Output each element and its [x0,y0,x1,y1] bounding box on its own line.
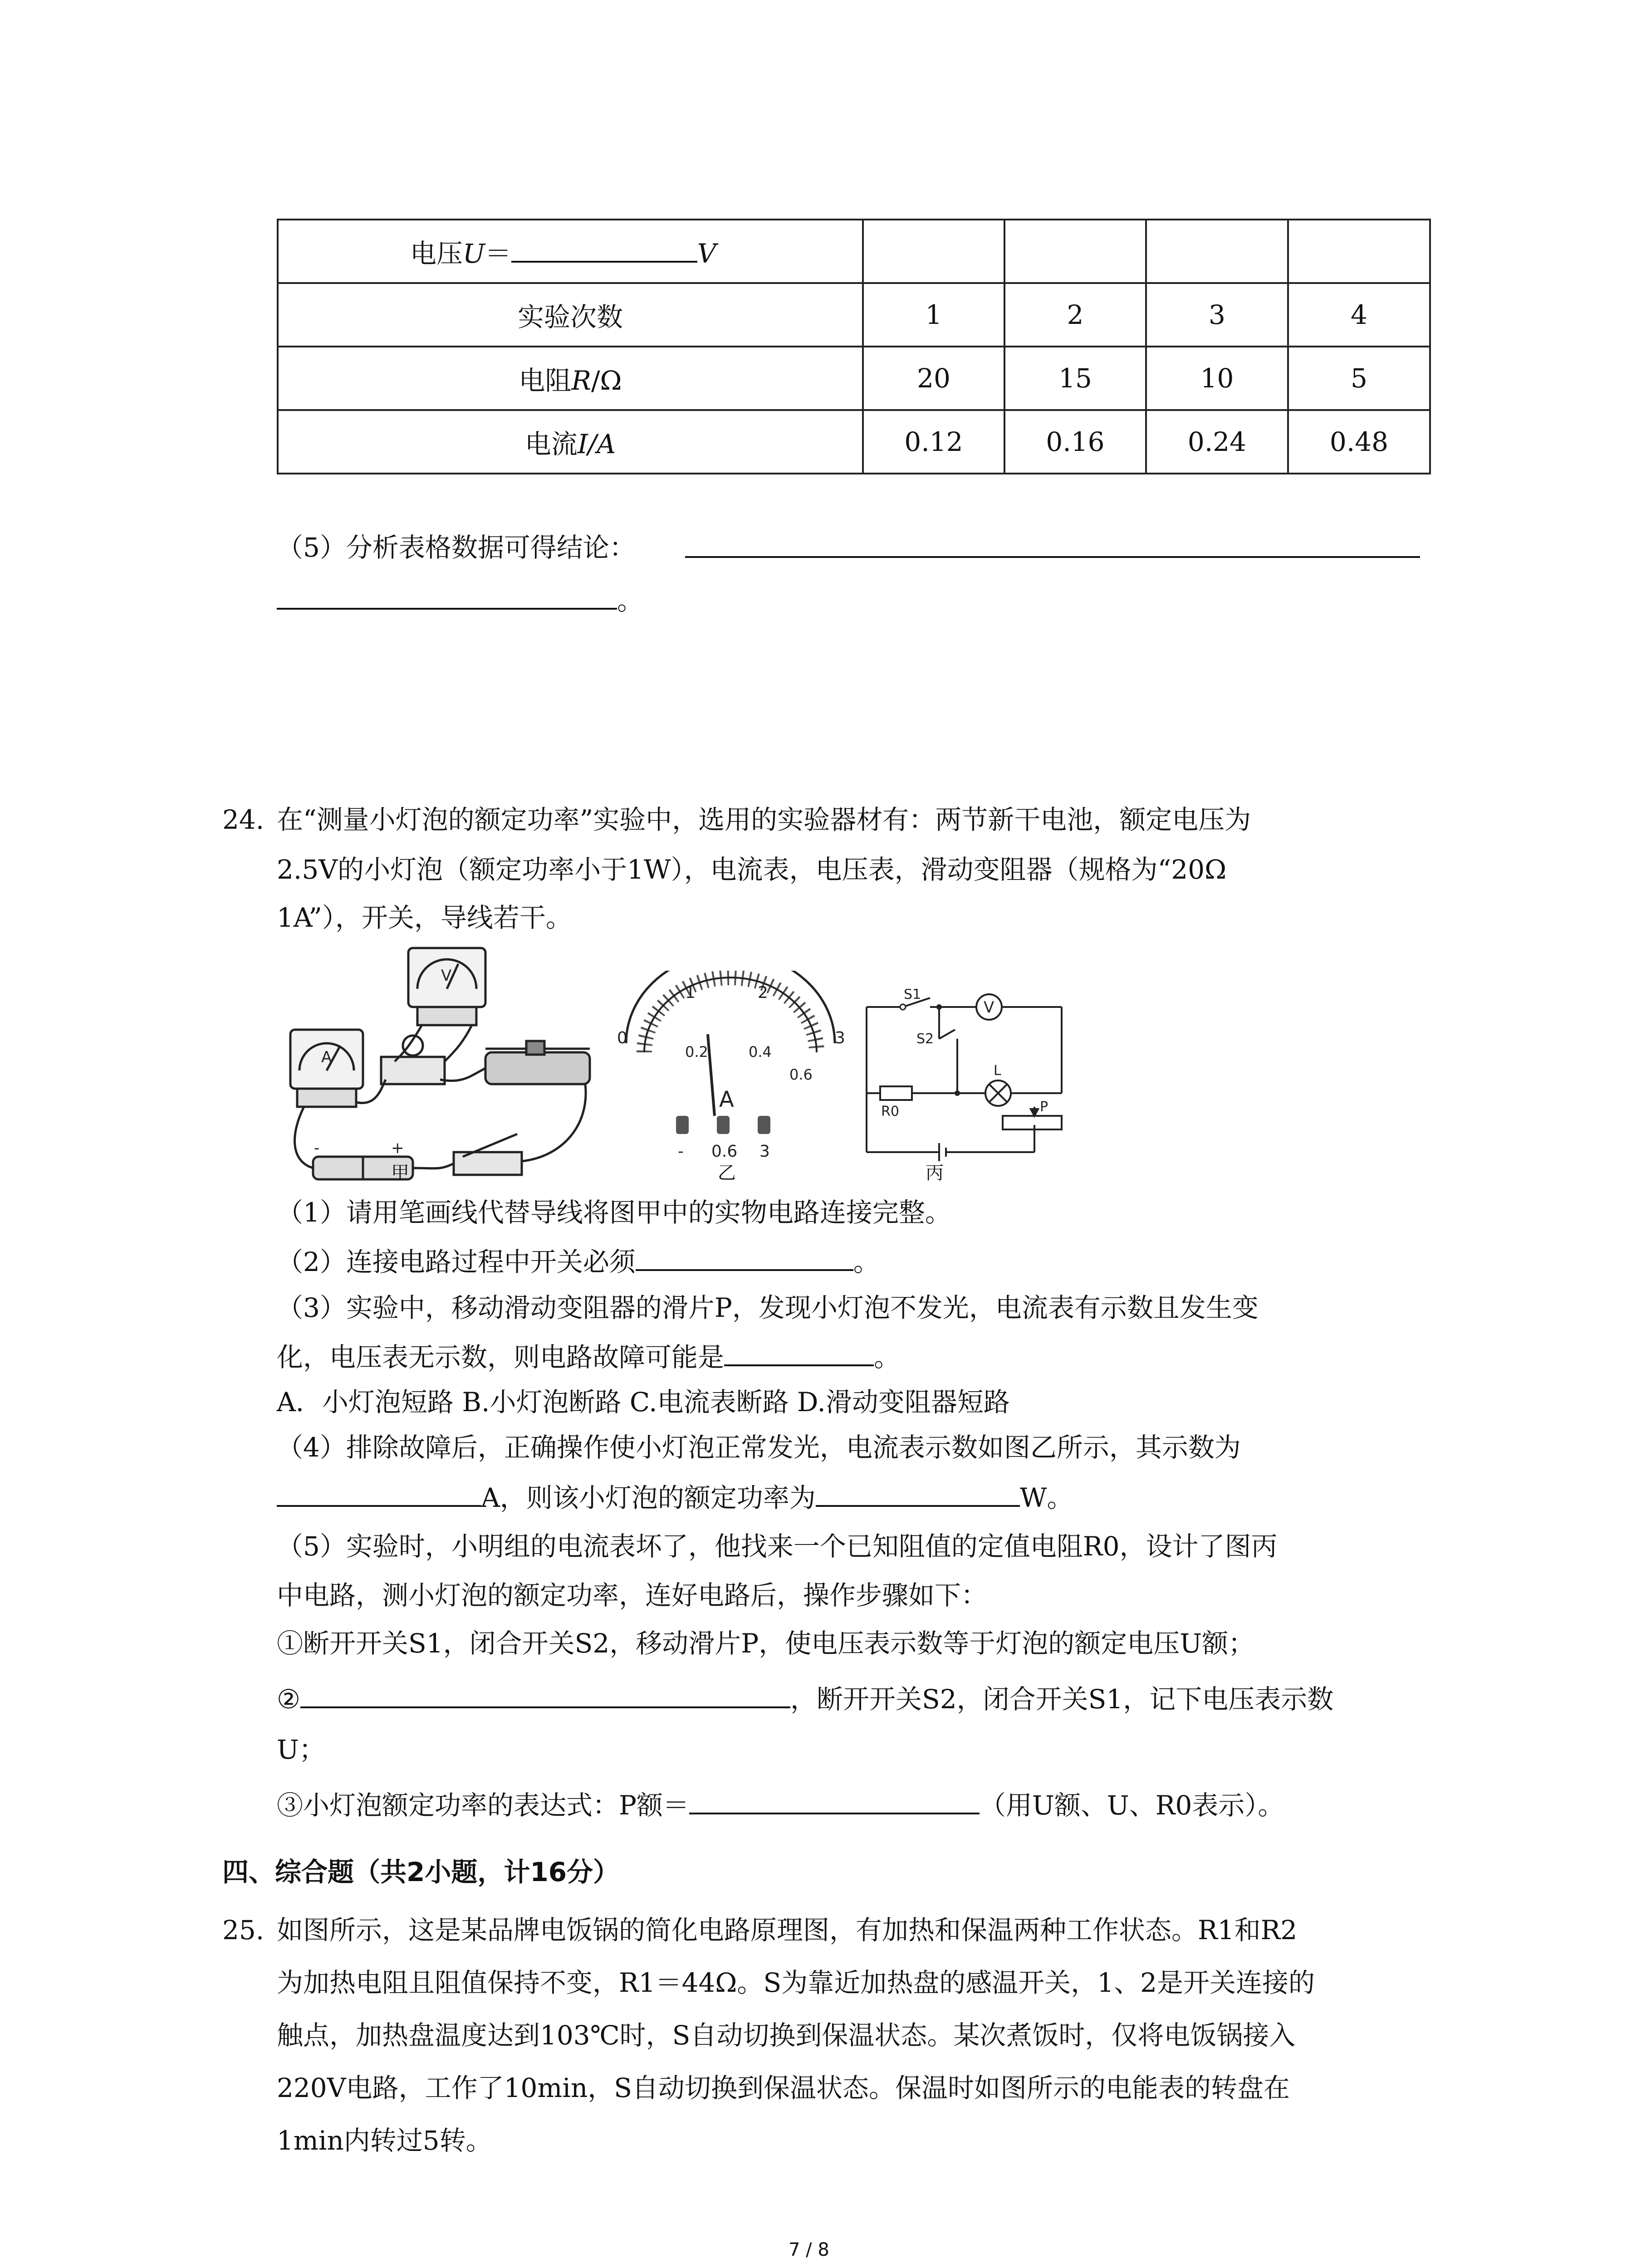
data-table [277,219,1431,474]
svg-text:1: 1 [685,983,696,1002]
svg-text:3: 3 [835,1029,845,1047]
q25-line4: 220V电路，工作了10min，S自动切换到保温状态。保温时如图所示的电能表的转盘在 [277,2072,1290,2103]
q24-step3: ③小灯泡额定功率的表达式：P额＝ （用U额、U、R0表示）。 [277,1790,1284,1821]
rheostat-device [485,1041,590,1084]
q24-sub3-line1: （3）实验中，移动滑动变阻器的滑片P，发现小灯泡不发光，电流表有示数且发生变 [277,1292,1259,1323]
svg-text:S2: S2 [916,1031,934,1047]
page-number: 7 / 8 [789,2239,829,2260]
q25-line1: 如图所示，这是某品牌电饭锅的简化电路原理图，有加热和保温两种工作状态。R1和R2 [277,1915,1298,1945]
q24-sub2: （2）连接电路过程中开关必须 。 [277,1246,880,1277]
table-row: 电阻R/Ω 20 15 10 5 [278,347,1430,410]
voltmeter-device [408,948,485,1025]
q24-stem-line3: 1A”），开关，导线若干。 [277,902,572,933]
table-row: 电流I/A 0.12 0.16 0.24 0.48 [278,410,1430,474]
voltage-blank[interactable] [511,240,697,263]
q25-line3: 触点，加热盘温度达到103℃时，S自动切换到保温状态。某次煮饭时，仅将电饭锅接入 [277,2020,1296,2051]
ammeter-device [290,1030,363,1107]
table-row [278,220,1430,283]
q23-conclusion-line: （5）分析表格数据可得结论： [277,532,636,563]
q24-number: 24. [222,804,265,835]
switch-device [454,1134,522,1175]
q24-sub4-blank-current[interactable] [277,1484,481,1507]
q24-sub5-line1: （5）实验时，小明组的电流表坏了，他找来一个已知阻值的定值电阻R0，设计了图丙 [277,1531,1278,1562]
figure-yi-label: 乙 [718,1163,736,1183]
q23-conclusion-blank-2[interactable] [277,587,617,610]
svg-text:P: P [1040,1099,1048,1115]
voltage-cell: 电压U＝ V [278,220,863,283]
bulb-device [381,1036,445,1084]
q24-sub3-blank[interactable] [724,1344,874,1366]
svg-text:-: - [678,1142,684,1161]
svg-text:S1: S1 [904,989,921,1002]
q24-step1: ①断开开关S1，闭合开关S2，移动滑片P，使电压表示数等于灯泡的额定电压U额； [277,1628,1255,1659]
q24-stem-line2: 2.5V的小灯泡（额定功率小于1W），电流表，电压表，滑动变阻器（规格为“20Ω [277,854,1227,885]
q25-line5: 1min内转过5转。 [277,2125,492,2156]
svg-text:0.2: 0.2 [685,1043,708,1061]
svg-text:0.4: 0.4 [749,1043,772,1061]
svg-text:0: 0 [617,1029,627,1047]
q24-stem-line1: 在“测量小灯泡的额定功率”实验中，选用的实验器材有：两节新干电池，额定电压为 [277,804,1251,835]
q24-sub2-blank[interactable] [636,1248,853,1271]
table-row: 实验次数 1 2 3 4 [278,283,1430,347]
trials-label: 实验次数 [278,283,863,347]
q25-line2: 为加热电阻且阻值保持不变，R1＝44Ω。S为靠近加热盘的感温开关，1、2是开关连接的 [277,1967,1315,1998]
q24-sub5-line2: 中电路，测小灯泡的额定功率，连好电路后，操作步骤如下： [277,1580,988,1611]
q25-number: 25. [222,1915,265,1945]
svg-text:A: A [321,1048,332,1066]
svg-text:0.6: 0.6 [711,1142,738,1161]
svg-text:R0: R0 [881,1104,899,1119]
svg-text:V: V [984,998,994,1017]
svg-text:V: V [441,967,452,985]
section-heading: 四、综合题（共2小题，计16分） [222,1857,620,1887]
q23-conclusion-line-2: 。 [277,587,643,614]
figure-bing-label: 丙 [926,1163,944,1183]
q24-sub3-options: A．小灯泡短路 B.小灯泡断路 C.电流表断路 D.滑动变阻器短路 [277,1387,1010,1418]
q24-sub3-line2: 化，电压表无示数，则电路故障可能是 。 [277,1342,901,1373]
q23-conclusion-blank-1[interactable] [685,556,1420,558]
q24-sub4-line2: A，则该小灯泡的额定功率为 W。 [277,1484,1073,1511]
figure-yi-ammeter-dial [608,971,853,1184]
svg-text:0.6: 0.6 [789,1066,813,1083]
figure-jia-label: 甲 [391,1163,409,1183]
battery-plus-label: + [391,1139,404,1157]
svg-text:L: L [994,1063,1001,1079]
q24-sub1: （1）请用笔画线代替导线将图甲中的实物电路连接完整。 [277,1197,951,1228]
q24-step3-blank[interactable] [689,1792,980,1814]
q24-step2-tail: U； [277,1734,325,1765]
svg-text:3: 3 [759,1142,770,1161]
q24-sub4-line1: （4）排除故障后，正确操作使小灯泡正常发光，电流表示数如图乙所示，其示数为 [277,1432,1241,1463]
q24-step2: ② ，断开开关S2，闭合开关S1，记下电压表示数 [277,1684,1334,1715]
resistance-label: 电阻R/Ω [278,347,863,410]
figure-bing-circuit-diagram [853,989,1071,1175]
q24-step2-blank[interactable] [300,1686,790,1708]
current-label: 电流I/A [278,410,863,474]
figure-jia-physical-circuit [272,943,599,1198]
svg-text:A: A [719,1087,734,1112]
q24-sub4-blank-power[interactable] [816,1484,1020,1507]
battery-minus-label: - [314,1139,320,1157]
svg-text:2: 2 [758,983,768,1002]
ammeter-needle [708,1034,715,1116]
